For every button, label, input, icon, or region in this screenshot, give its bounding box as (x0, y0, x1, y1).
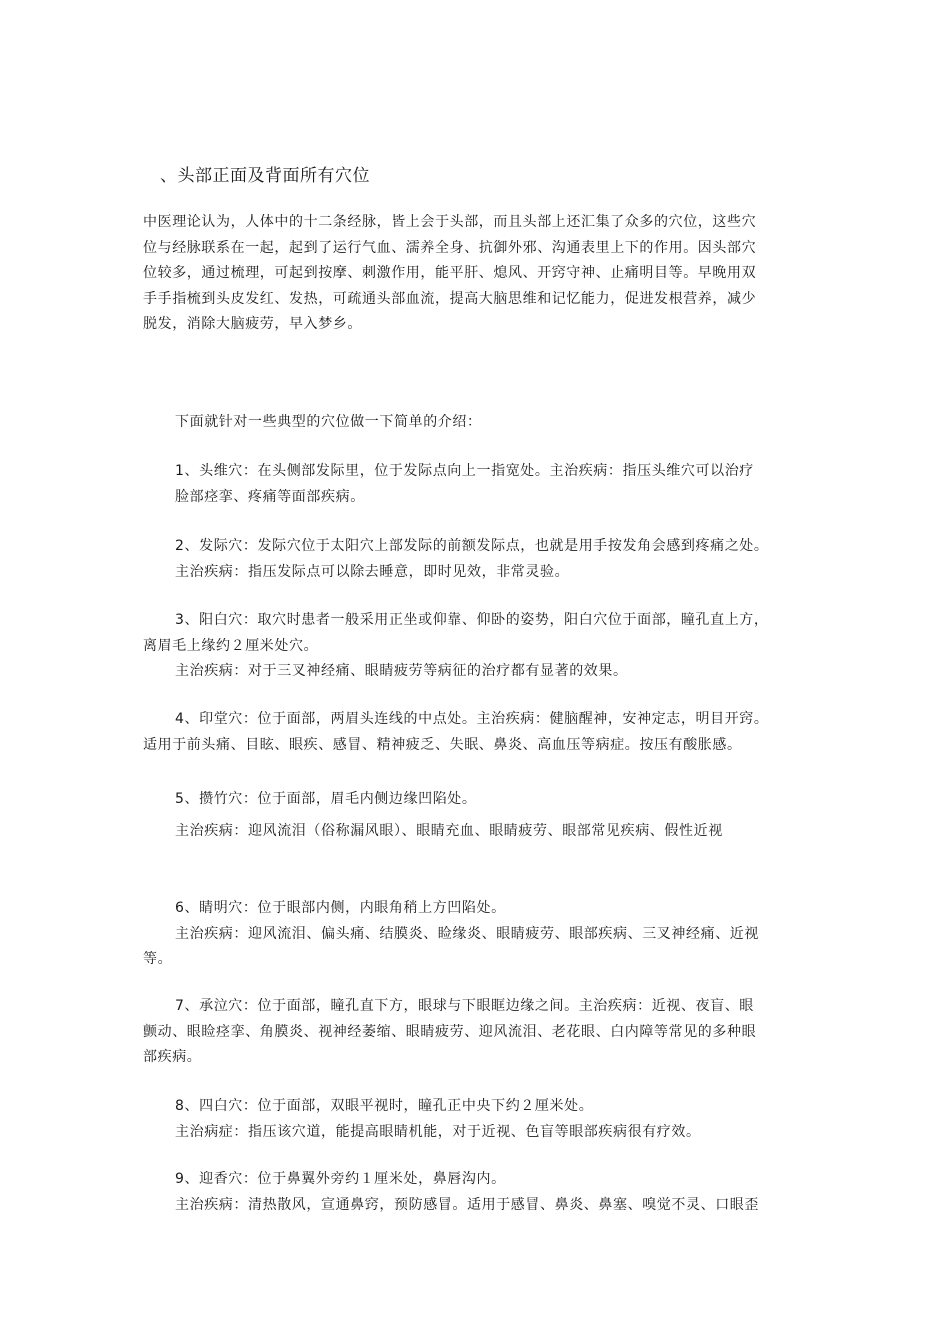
item-line: 6、睛明穴：位于眼部内侧，内眼角稍上方凹陷处。 (175, 900, 506, 916)
item-line: 适用于前头痛、目眩、眼疾、感冒、精神疲乏、失眠、鼻炎、高血压等病症。按压有酸胀感。 (143, 736, 742, 753)
acupoint-item-5-detail (143, 819, 823, 845)
item-line: 2、发际穴：发际穴位于太阳穴上部发际的前额发际点，也就是用手按发角会感到疼痛之处。 (175, 538, 769, 554)
intro-line: 脱发，消除大脑疲劳，早入梦乡。 (143, 316, 362, 332)
acupoint-item-2 (143, 534, 823, 585)
item-line: 7、承泣穴：位于面部，瞳孔直下方，眼球与下眼眶边缘之间。主治疾病：近视、夜盲、眼 (175, 998, 754, 1014)
item-line: 主治疾病：迎风流泪（俗称漏风眼）、眼睛充血、眼睛疲劳、眼部常见疾病、假性近视 (175, 823, 723, 839)
acupoint-item-9 (143, 1167, 823, 1218)
intro-line: 位较多，通过梳理，可起到按摩、刺激作用，能平肝、熄风、开窍守神、止痛明目等。早晚用双 (143, 265, 757, 281)
item-line: 4、印堂穴：位于面部，两眉头连线的中点处。主治疾病：健脑醒神，安神定志，明目开窍。 (175, 711, 769, 727)
item-line: 9、迎香穴：位于鼻翼外旁约１厘米处，鼻唇沟内。 (175, 1171, 506, 1187)
item-line: 等。 (143, 951, 173, 967)
item-line: 3、阳白穴：取穴时患者一般采用正坐或仰靠、仰卧的姿势，阳白穴位于面部，瞳孔直上方， (175, 612, 769, 628)
acupoint-item-5 (143, 787, 823, 813)
item-line: 主治疾病：迎风流泪、偏头痛、结膜炎、睑缘炎、眼睛疲劳、眼部疾病、三叉神经痛、近视 (175, 925, 759, 942)
lead-paragraph (143, 410, 823, 436)
item-line: 5、攒竹穴：位于面部，眉毛内侧边缘凹陷处。 (175, 791, 477, 807)
intro-line: 位与经脉联系在一起，起到了运行气血、濡养全身、抗御外邪、沟通表里上下的作用。因头部穴 (143, 239, 757, 256)
intro-line: 中医理论认为，人体中的十二条经脉，皆上会于头部，而且头部上还汇集了众多的穴位，这些穴 (143, 214, 757, 230)
lead-line: 下面就针对一些典型的穴位做一下简单的介绍： (175, 414, 482, 430)
acupoint-item-3 (143, 608, 823, 685)
acupoint-item-6 (143, 896, 823, 973)
item-line: 主治疾病：清热散风，宣通鼻窍，预防感冒。适用于感冒、鼻炎、鼻塞、嗅觉不灵、口眼歪 (175, 1196, 759, 1213)
item-line: 主治疾病：指压发际点可以除去睡意，即时见效，非常灵验。 (175, 563, 570, 580)
item-line: 1、头维穴：在头侧部发际里，位于发际点向上一指宽处。主治疾病：指压头维穴可以治疗 (175, 463, 754, 479)
intro-line: 手手指梳到头皮发红、发热，可疏通头部血流，提高大脑思维和记忆能力，促进发根营养，减少 (143, 290, 757, 307)
intro-paragraph (143, 210, 823, 338)
acupoint-item-4 (143, 707, 823, 758)
item-line: 离眉毛上缘约２厘米处穴。 (143, 637, 319, 654)
acupoint-item-1 (143, 459, 823, 510)
item-line: 主治病症：指压该穴道，能提高眼睛机能，对于近视、色盲等眼部疾病很有疗效。 (175, 1123, 701, 1140)
section-heading: 、头部正面及背面所有穴位 (160, 166, 370, 186)
item-line: 脸部痉挛、疼痛等面部疾病。 (175, 488, 365, 505)
item-line: 颤动、眼睑痉挛、角膜炎、视神经萎缩、眼睛疲劳、迎风流泪、老花眼、白内障等常见的多种眼 (143, 1023, 757, 1040)
acupoint-item-7 (143, 994, 823, 1071)
item-line: 部疾病。 (143, 1049, 202, 1065)
item-line: 主治疾病：对于三叉神经痛、眼睛疲劳等病征的治疗都有显著的效果。 (175, 663, 628, 679)
acupoint-item-8 (143, 1094, 823, 1145)
item-line: 8、四白穴：位于面部，双眼平视时，瞳孔正中央下约２厘米处。 (175, 1098, 594, 1114)
